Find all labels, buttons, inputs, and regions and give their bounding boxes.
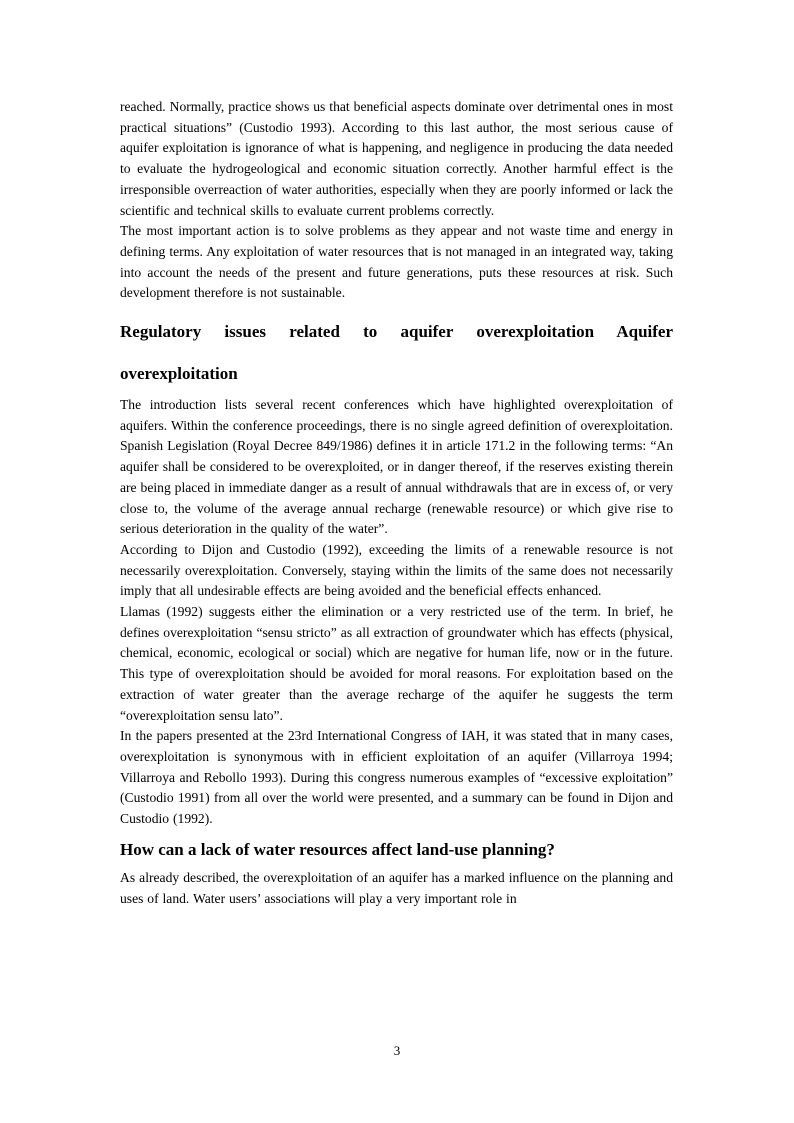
- paragraph-land-use: As already described, the overexploitation of an aquifer has a marked influence on the planning and uses of land. Water users’ associations will play a very important role in: [120, 869, 673, 906]
- paragraph-dijon-custodio: According to Dijon and Custodio (1992), exceeding the limits of a renewable resource is not necessarily overexploitation. Conversely, staying within the limits of the same does not necessarily imply that all undesirable effects are being avoided and the beneficial effects enhanced.: [120, 541, 673, 599]
- page-number: 3: [393, 1043, 401, 1058]
- section-heading-regulatory-issues: Regulatory issues related to aquifer overexploitation Aquifer overexploitation: [120, 322, 673, 384]
- section-heading-land-use-planning: How can a lack of water resources affect land-use planning?: [120, 839, 555, 859]
- paragraph-sustainability: The most important action is to solve problems as they appear and not waste time and energy in defining terms. Any exploitation of water resources that is not managed in an integrated way, taking into account the needs of the present and future generations, puts these resources at risk. Such development therefore is not sustainable.: [120, 223, 673, 301]
- document-body: [120, 97, 673, 909]
- paragraph-llamas: Llamas (1992) suggests either the elimination or a very restricted use of the term. In brief, he defines overexploitation “sensu stricto” as all extraction of groundwater which has effects (physical, chemical, economic, ecological or social) which are negative for human life, now or in the future. This type of overexploitation should be avoided for moral reasons. For exploitation based on the extraction of water greater than the average recharge of the aquifer he suggests the term “overexploitation sensu lato”.: [120, 604, 673, 723]
- paragraph-custodio-ignorance: reached. Normally, practice shows us that beneficial aspects dominate over detrimental ones in most practical situations” (Custodio 1993). According to this last author, the most serious cause of aquifer exploitation is ignorance of what is happening, and negligence in producing the data needed to evaluate the hydrogeological and economic situation correctly. Another harmful effect is the irresponsible overreaction of water authorities, especially when they are poorly informed or lack the scientific and technical skills to evaluate current problems correctly.: [120, 99, 673, 218]
- paragraph-definition: The introduction lists several recent conferences which have highlighted overexploitation of aquifers. Within the conference proceedings, there is no single agreed definition of overexploitation. Spanish Legislation (Royal Decree 849/1986) defines it in article 171.2 in the following terms: “An aquifer shall be considered to be overexploited, or in danger thereof, if the reserves existing therein are being placed in immediate danger as a result of annual withdrawals that are in excess of, or very close to, the volume of the average annual recharge (renewable resource) or which give rise to serious deterioration in the quality of the water”.: [120, 397, 673, 537]
- paragraph-iah-congress: In the papers presented at the 23rd International Congress of IAH, it was stated that in many cases, overexploitation is synonymous with in efficient exploitation of an aquifer (Villarroya 1994; Villarroya and Rebollo 1993). During this congress numerous examples of “excessive exploitation” (Custodio 1991) from all over the world were presented, and a summary can be found in Dijon and Custodio (1992).: [120, 728, 673, 827]
